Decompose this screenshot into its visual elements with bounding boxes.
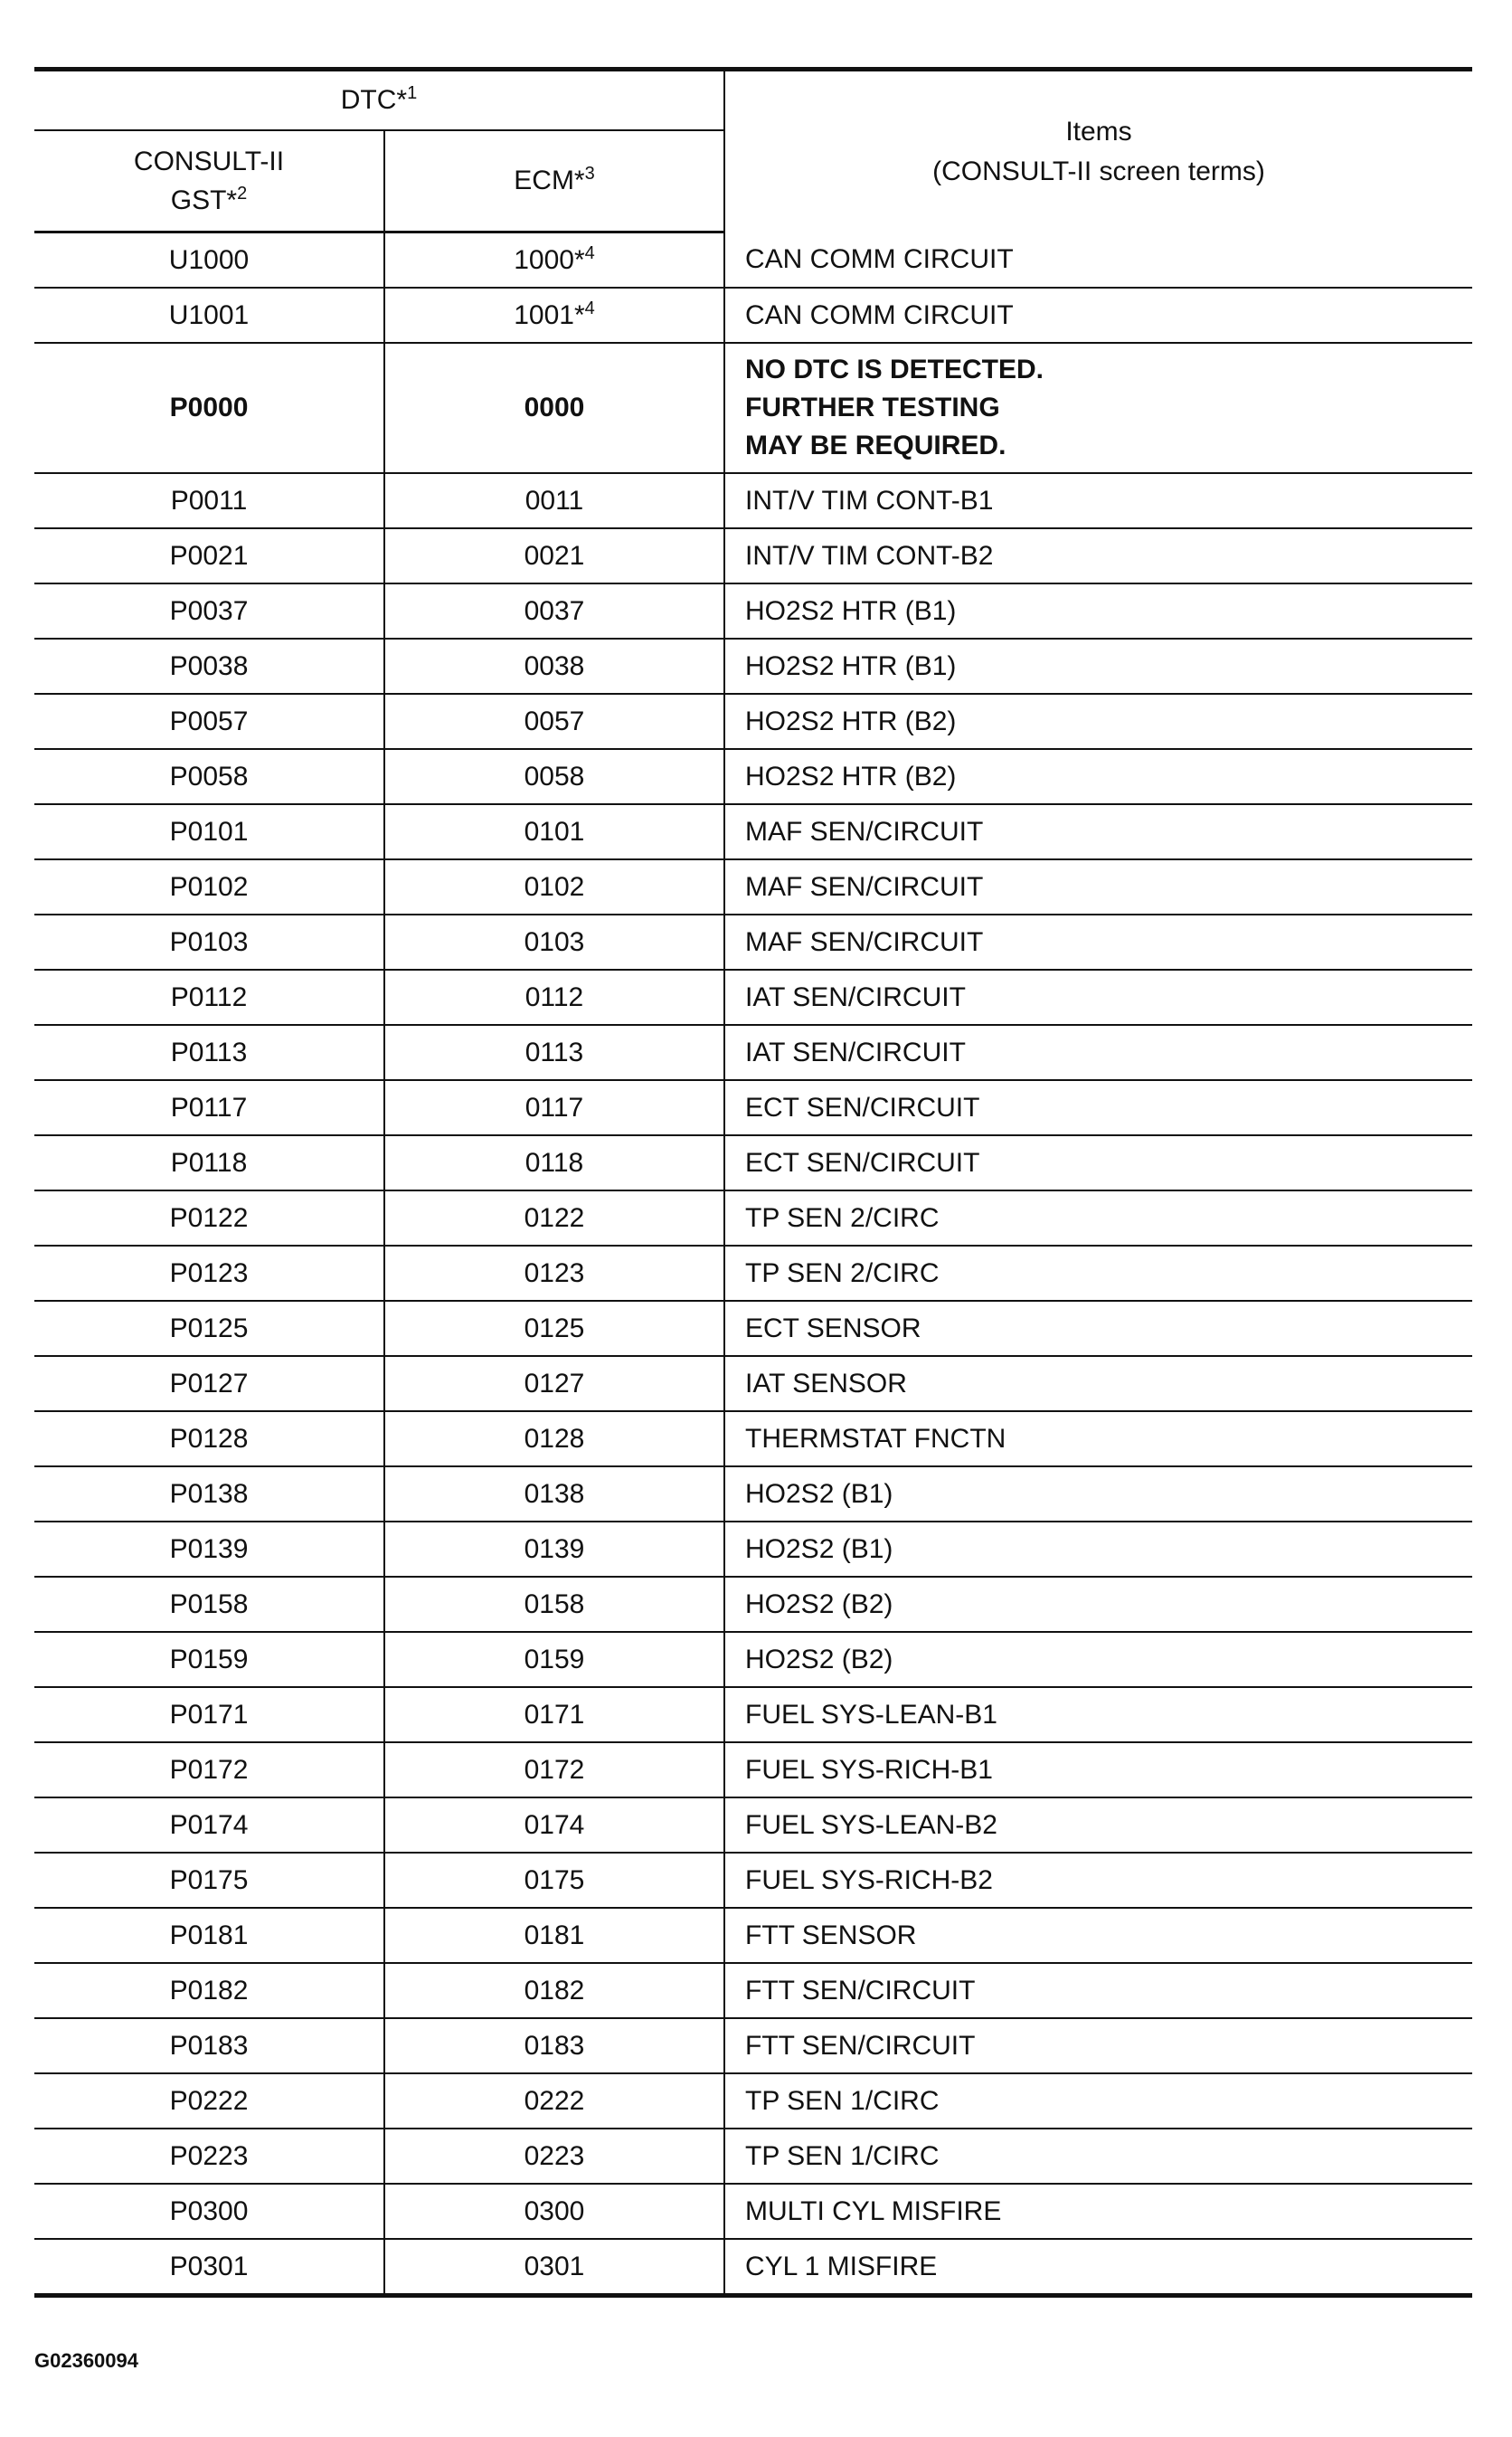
dtc-table: [34, 67, 1472, 2298]
ecm-footnote-mark: 4: [584, 242, 595, 263]
ecm-code-cell: [384, 1080, 724, 1135]
gst-code-cell: P0301: [34, 2239, 384, 2296]
table-row: [34, 1411, 1472, 1466]
gst-code-cell: P0158: [34, 1577, 384, 1632]
item-cell: MAF SEN/CIRCUIT: [724, 915, 1472, 970]
ecm-code-cell: [384, 1963, 724, 2018]
ecm-code: 0183: [524, 2030, 585, 2061]
gst-code-cell: P0183: [34, 2018, 384, 2073]
ecm-code: 0122: [524, 1202, 585, 1233]
item-cell: HO2S2 HTR (B1): [724, 583, 1472, 639]
gst-code-cell: P0011: [34, 473, 384, 528]
item-cell: ECT SENSOR: [724, 1301, 1472, 1356]
ecm-code-cell: [384, 1411, 724, 1466]
item-line: FURTHER TESTING: [745, 393, 1000, 422]
gst-code-cell: P0139: [34, 1522, 384, 1577]
item-cell: HO2S2 HTR (B2): [724, 749, 1472, 804]
item-cell: CAN COMM CIRCUIT: [724, 232, 1472, 289]
table-row: [34, 2018, 1472, 2073]
table-row: [34, 232, 1472, 289]
ecm-code-cell: [384, 528, 724, 583]
item-cell: INT/V TIM CONT-B1: [724, 473, 1472, 528]
ecm-code: 0118: [524, 1147, 584, 1178]
item-cell: THERMSTAT FNCTN: [724, 1411, 1472, 1466]
table-row: [34, 1853, 1472, 1908]
ecm-code-cell: [384, 2239, 724, 2296]
gst-code-cell: P0222: [34, 2073, 384, 2129]
ecm-footnote-mark: 3: [584, 164, 595, 185]
items-header-subtitle: (CONSULT-II screen terms): [932, 156, 1265, 186]
table-row: [34, 1466, 1472, 1522]
ecm-code: 0139: [524, 1533, 585, 1564]
item-cell: HO2S2 (B1): [724, 1522, 1472, 1577]
ecm-footnote-mark: 4: [584, 298, 595, 318]
table-row: [34, 2239, 1472, 2296]
item-cell: MAF SEN/CIRCUIT: [724, 804, 1472, 859]
gst-code-cell: P0171: [34, 1687, 384, 1742]
table-row: [34, 1963, 1472, 2018]
table-row: [34, 1080, 1472, 1135]
items-header: [724, 70, 1472, 232]
table-row: [34, 1356, 1472, 1411]
ecm-code: 0222: [524, 2085, 585, 2116]
gst-code-cell: P0175: [34, 1853, 384, 1908]
item-cell: [724, 343, 1472, 473]
table-row: [34, 1135, 1472, 1190]
dtc-table-sheet: [34, 67, 1472, 2298]
item-cell: ECT SEN/CIRCUIT: [724, 1080, 1472, 1135]
ecm-code: 0159: [524, 1644, 585, 1674]
item-line: NO DTC IS DETECTED.: [745, 355, 1044, 384]
ecm-header: ECM*$^3$: [384, 130, 724, 232]
item-cell: TP SEN 1/CIRC: [724, 2129, 1472, 2184]
table-row: [34, 1025, 1472, 1080]
gst-code-cell: P0127: [34, 1356, 384, 1411]
item-cell: FUEL SYS-RICH-B1: [724, 1742, 1472, 1797]
ecm-code: 0058: [524, 761, 585, 792]
table-row: [34, 583, 1472, 639]
gst-code-cell: P0101: [34, 804, 384, 859]
ecm-code: 0000: [524, 393, 585, 422]
table-row: [34, 528, 1472, 583]
table-row: [34, 970, 1472, 1025]
gst-code-cell: U1000: [34, 232, 384, 289]
item-cell: CYL 1 MISFIRE: [724, 2239, 1472, 2296]
ecm-code-cell: [384, 1742, 724, 1797]
table-row: [34, 1687, 1472, 1742]
ecm-code-cell: [384, 473, 724, 528]
table-row: [34, 1797, 1472, 1853]
ecm-code-cell: [384, 583, 724, 639]
ecm-code: 0128: [524, 1423, 585, 1454]
table-header: [34, 70, 1472, 232]
ecm-code: 0021: [524, 540, 585, 571]
ecm-code-cell: [384, 2018, 724, 2073]
gst-code-cell: P0122: [34, 1190, 384, 1246]
ecm-code-cell: [384, 2184, 724, 2239]
ecm-code-cell: [384, 1853, 724, 1908]
table-row: [34, 1246, 1472, 1301]
table-row: [34, 2184, 1472, 2239]
gst-code-cell: P0223: [34, 2129, 384, 2184]
ecm-code: 0171: [524, 1699, 585, 1730]
ecm-code: 0057: [524, 706, 585, 736]
ecm-code: 0038: [524, 650, 585, 681]
ecm-code-cell: [384, 970, 724, 1025]
gst-code-cell: P0057: [34, 694, 384, 749]
table-row: [34, 749, 1472, 804]
dtc-header: DTC*$^1$: [34, 70, 724, 131]
ecm-code: 0117: [524, 1092, 584, 1123]
table-row: [34, 1301, 1472, 1356]
ecm-code: 0138: [524, 1478, 585, 1509]
item-cell: HO2S2 (B1): [724, 1466, 1472, 1522]
table-row: [34, 2073, 1472, 2129]
gst-code-cell: P0125: [34, 1301, 384, 1356]
ecm-code: 0103: [524, 926, 585, 957]
item-cell: TP SEN 2/CIRC: [724, 1246, 1472, 1301]
item-cell: CAN COMM CIRCUIT: [724, 288, 1472, 343]
gst-code-cell: P0123: [34, 1246, 384, 1301]
item-cell: TP SEN 2/CIRC: [724, 1190, 1472, 1246]
gst-code-cell: P0138: [34, 1466, 384, 1522]
ecm-code: 0127: [524, 1368, 585, 1399]
gst-code-cell: P0118: [34, 1135, 384, 1190]
ecm-code-cell: [384, 2129, 724, 2184]
item-cell: HO2S2 HTR (B1): [724, 639, 1472, 694]
item-cell: HO2S2 (B2): [724, 1632, 1472, 1687]
ecm-code-cell: [384, 232, 724, 289]
gst-code-cell: P0181: [34, 1908, 384, 1963]
item-cell: IAT SENSOR: [724, 1356, 1472, 1411]
ecm-code-cell: [384, 859, 724, 915]
table-row: [34, 694, 1472, 749]
item-cell: HO2S2 (B2): [724, 1577, 1472, 1632]
ecm-code-cell: [384, 1135, 724, 1190]
ecm-code: 0172: [524, 1754, 585, 1785]
table-row: [34, 859, 1472, 915]
item-line: MAY BE REQUIRED.: [745, 431, 1006, 460]
ecm-code: 0125: [524, 1313, 585, 1343]
gst-code-cell: P0172: [34, 1742, 384, 1797]
ecm-code: 0113: [524, 1037, 584, 1067]
ecm-code: 0182: [524, 1975, 585, 2006]
consult-label: CONSULT-II: [133, 146, 285, 176]
gst-code-cell: P0038: [34, 639, 384, 694]
table-row: [34, 2129, 1472, 2184]
ecm-code: 1001*: [514, 299, 585, 330]
gst-code-cell: P0113: [34, 1025, 384, 1080]
ecm-code: 0181: [524, 1920, 585, 1950]
ecm-code-cell: [384, 343, 724, 473]
item-cell: MULTI CYL MISFIRE: [724, 2184, 1472, 2239]
gst-footnote-mark: 2: [237, 184, 248, 204]
ecm-code: 0174: [524, 1809, 585, 1840]
item-cell: IAT SEN/CIRCUIT: [724, 1025, 1472, 1080]
gst-code-cell: P0182: [34, 1963, 384, 2018]
item-cell: HO2S2 HTR (B2): [724, 694, 1472, 749]
item-cell: FTT SENSOR: [724, 1908, 1472, 1963]
table-row: [34, 804, 1472, 859]
ecm-code-cell: [384, 1577, 724, 1632]
item-cell: FUEL SYS-RICH-B2: [724, 1853, 1472, 1908]
ecm-code: 0175: [524, 1864, 585, 1895]
gst-code-cell: P0117: [34, 1080, 384, 1135]
ecm-code-cell: [384, 1356, 724, 1411]
ecm-code: 0102: [524, 871, 585, 902]
gst-code-cell: P0112: [34, 970, 384, 1025]
gst-code-cell: P0128: [34, 1411, 384, 1466]
item-cell: FTT SEN/CIRCUIT: [724, 2018, 1472, 2073]
gst-code-cell: P0058: [34, 749, 384, 804]
ecm-code: 0011: [524, 485, 584, 516]
ecm-code-cell: [384, 288, 724, 343]
ecm-code-cell: [384, 1632, 724, 1687]
ecm-code: 1000*: [514, 244, 585, 275]
ecm-code-cell: [384, 1190, 724, 1246]
table-row: [34, 343, 1472, 473]
ecm-code-cell: [384, 1522, 724, 1577]
ecm-code: 0123: [524, 1257, 585, 1288]
table-row: [34, 1908, 1472, 1963]
table-row: [34, 915, 1472, 970]
table-row: [34, 473, 1472, 528]
figure-id: G02360094: [34, 2349, 138, 2372]
table-body: [34, 232, 1472, 2296]
ecm-code: 0301: [524, 2251, 585, 2281]
table-row: [34, 1190, 1472, 1246]
item-cell: FUEL SYS-LEAN-B2: [724, 1797, 1472, 1853]
table-row: [34, 288, 1472, 343]
ecm-code: 0101: [524, 816, 585, 847]
gst-code-cell: P0159: [34, 1632, 384, 1687]
ecm-code: 0037: [524, 595, 585, 626]
ecm-code-cell: [384, 804, 724, 859]
item-cell: IAT SEN/CIRCUIT: [724, 970, 1472, 1025]
ecm-code: 0112: [524, 981, 584, 1012]
ecm-code: 0300: [524, 2195, 585, 2226]
gst-code-cell: P0021: [34, 528, 384, 583]
ecm-code-cell: [384, 749, 724, 804]
ecm-code-cell: [384, 1301, 724, 1356]
consult-gst-header: [34, 130, 384, 232]
item-cell: INT/V TIM CONT-B2: [724, 528, 1472, 583]
gst-code-cell: P0102: [34, 859, 384, 915]
gst-code-cell: P0000: [34, 343, 384, 473]
ecm-code-cell: [384, 2073, 724, 2129]
ecm-code-cell: [384, 1246, 724, 1301]
gst-code-cell: P0174: [34, 1797, 384, 1853]
ecm-code-cell: [384, 1797, 724, 1853]
gst-code-cell: P0037: [34, 583, 384, 639]
dtc-footnote-mark: 1: [407, 83, 418, 104]
gst-code-cell: U1001: [34, 288, 384, 343]
table-row: [34, 1742, 1472, 1797]
ecm-code-cell: [384, 694, 724, 749]
item-cell: TP SEN 1/CIRC: [724, 2073, 1472, 2129]
ecm-code-cell: [384, 1025, 724, 1080]
table-row: [34, 1577, 1472, 1632]
gst-code-cell: P0300: [34, 2184, 384, 2239]
ecm-code-cell: [384, 1908, 724, 1963]
table-row: [34, 1632, 1472, 1687]
ecm-code-cell: [384, 639, 724, 694]
item-cell: ECT SEN/CIRCUIT: [724, 1135, 1472, 1190]
ecm-code-cell: [384, 1466, 724, 1522]
item-cell: FTT SEN/CIRCUIT: [724, 1963, 1472, 2018]
ecm-code: 0158: [524, 1588, 585, 1619]
items-header-title: Items: [1065, 117, 1132, 147]
table-row: [34, 1522, 1472, 1577]
gst-label: GST*: [170, 185, 238, 215]
table-row: [34, 639, 1472, 694]
ecm-code-cell: [384, 1687, 724, 1742]
item-cell: MAF SEN/CIRCUIT: [724, 859, 1472, 915]
ecm-code: 0223: [524, 2140, 585, 2171]
gst-code-cell: P0103: [34, 915, 384, 970]
ecm-code-cell: [384, 915, 724, 970]
item-cell: FUEL SYS-LEAN-B1: [724, 1687, 1472, 1742]
